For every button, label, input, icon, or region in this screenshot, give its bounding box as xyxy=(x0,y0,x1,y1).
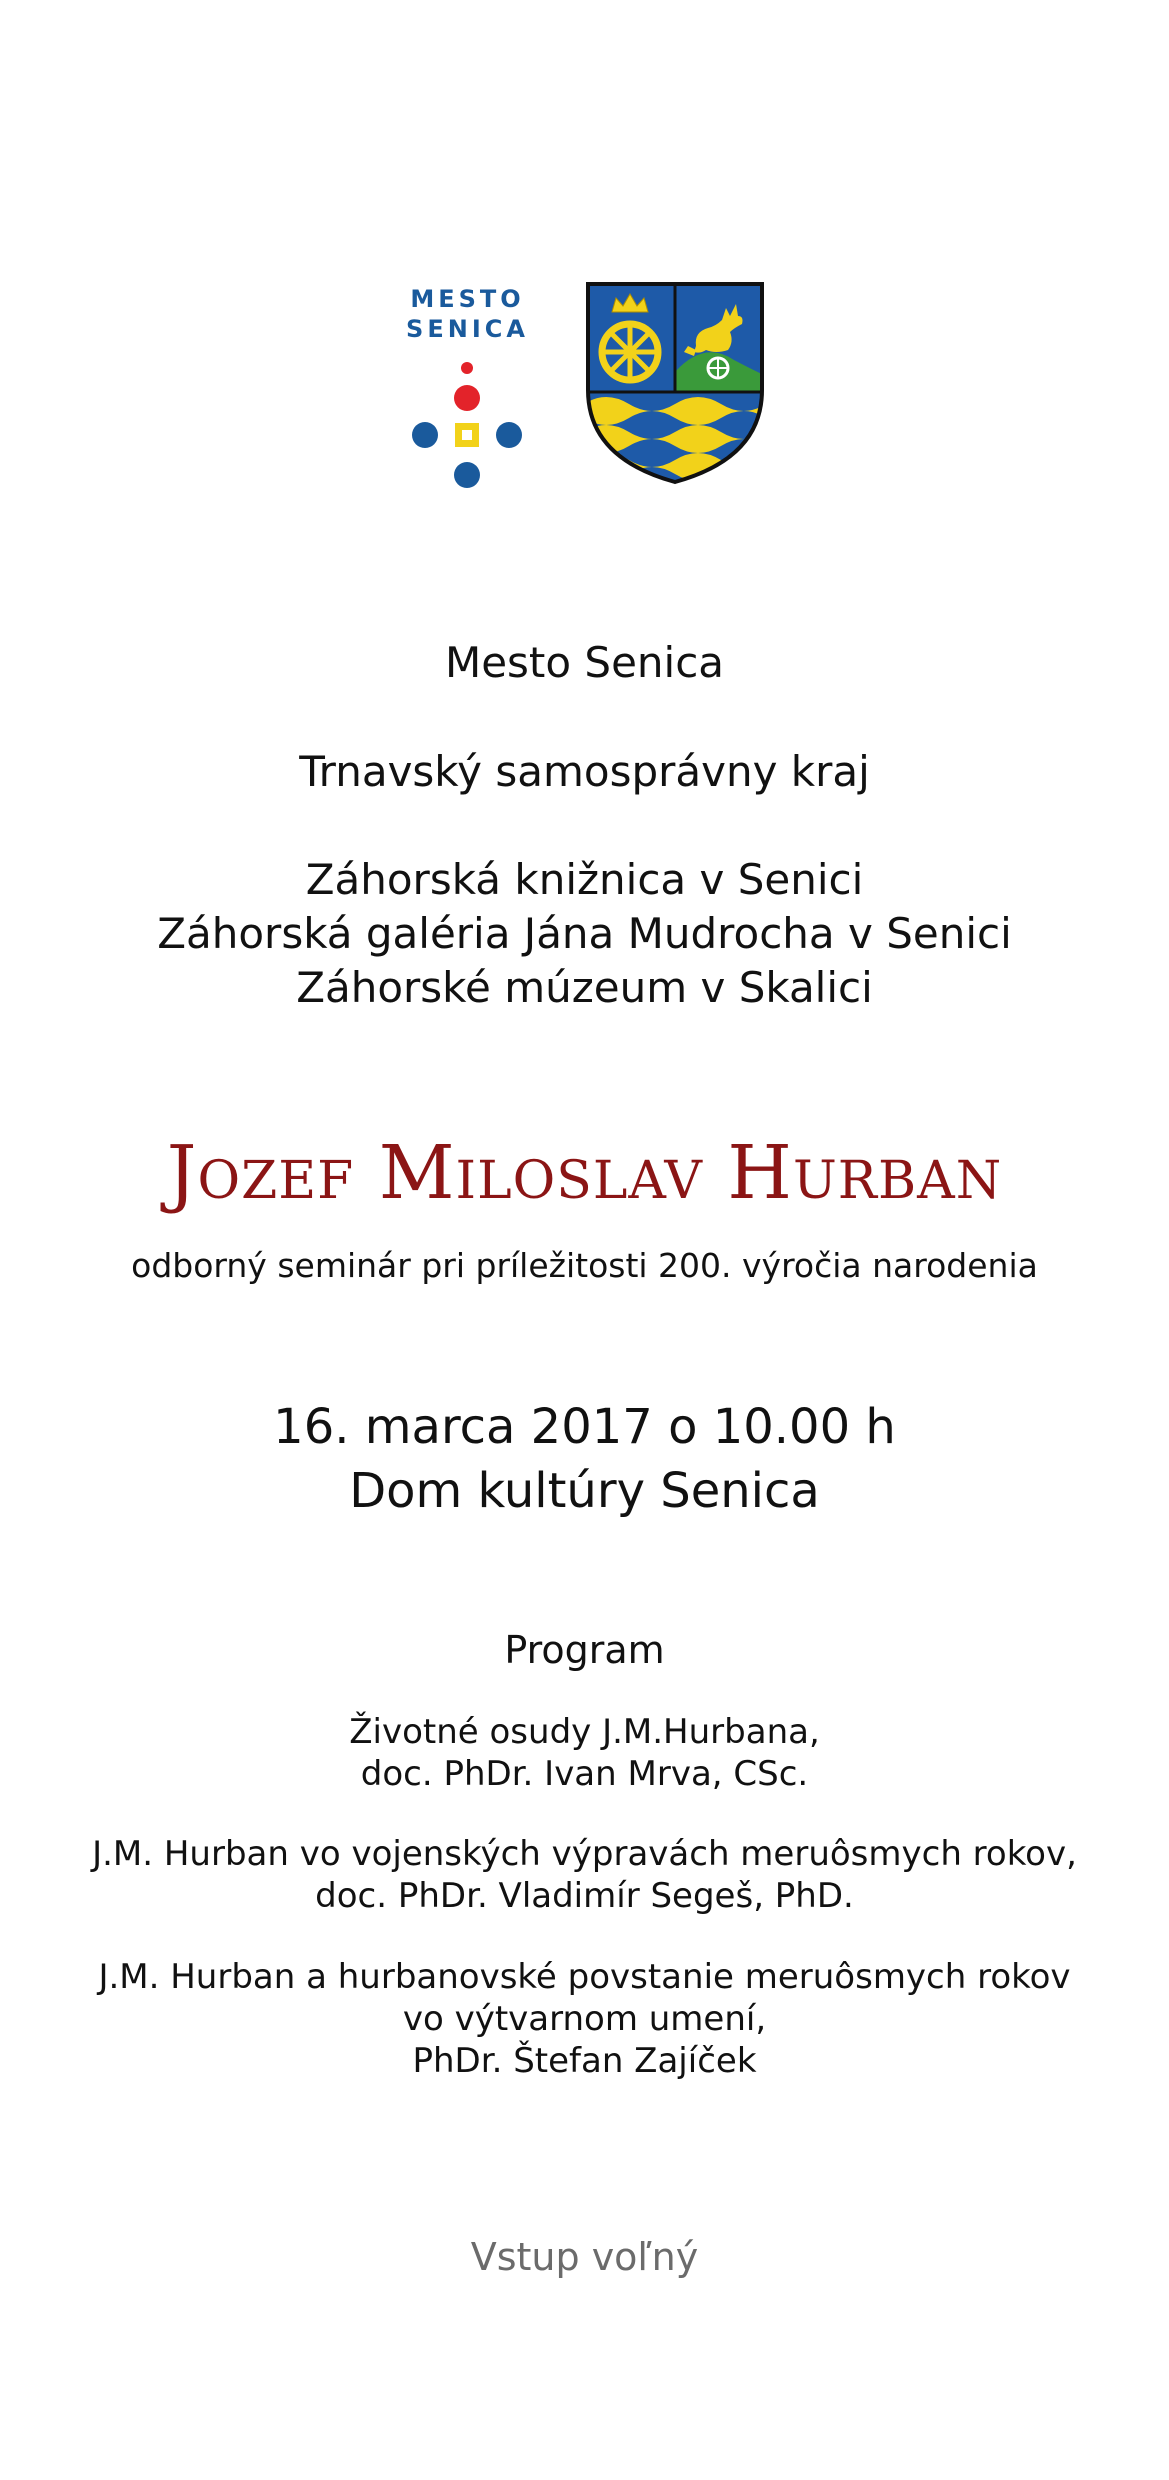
talk-speaker: doc. PhDr. Vladimír Segeš, PhD. xyxy=(315,1876,854,1916)
program-talk xyxy=(0,1833,1169,1917)
senica-dots-icon xyxy=(400,360,535,495)
mesto-senica-wordmark: MESTO SENICA xyxy=(406,285,529,343)
event-title: Jozef Miloslav Hurban xyxy=(166,1130,1003,1216)
event-when xyxy=(0,1395,1169,1523)
organizer-city: Mesto Senica xyxy=(444,638,725,687)
talk-speaker: PhDr. Štefan Zajíček xyxy=(412,2041,757,2081)
talk-title: J.M. Hurban vo vojenských výpravách meruôsmych rokov, xyxy=(92,1834,1077,1874)
talk-speaker: doc. PhDr. Ivan Mrva, CSc. xyxy=(360,1754,809,1794)
program-talk xyxy=(0,1956,1169,2082)
organizer-region: Trnavský samosprávny kraj xyxy=(299,747,870,796)
institution-line: Záhorské múzeum v Skalici xyxy=(296,963,873,1012)
logos-row xyxy=(0,280,1169,495)
event-date-time: 16. marca 2017 o 10.00 h xyxy=(273,1399,896,1455)
program-heading: Program xyxy=(504,1628,665,1672)
event-subtitle: odborný seminár pri príležitosti 200. výročia narodenia xyxy=(131,1246,1038,1285)
trnava-region-crest-icon xyxy=(584,280,766,486)
institution-line: Záhorská galéria Jána Mudrocha v Senici xyxy=(157,909,1012,958)
program-talk xyxy=(0,1711,1169,1795)
talk-title: Životné osudy J.M.Hurbana, xyxy=(349,1712,820,1752)
institution-line: Záhorská knižnica v Senici xyxy=(305,855,864,904)
talk-title: vo výtvarnom umení, xyxy=(402,1999,767,2039)
event-venue: Dom kultúry Senica xyxy=(349,1463,820,1519)
talk-title: J.M. Hurban a hurbanovské povstanie meruôsmych rokov xyxy=(98,1957,1071,1997)
free-entry-note: Vstup voľný xyxy=(470,2235,699,2279)
organizer-institutions xyxy=(0,853,1169,1015)
mesto-senica-logo xyxy=(400,280,535,495)
